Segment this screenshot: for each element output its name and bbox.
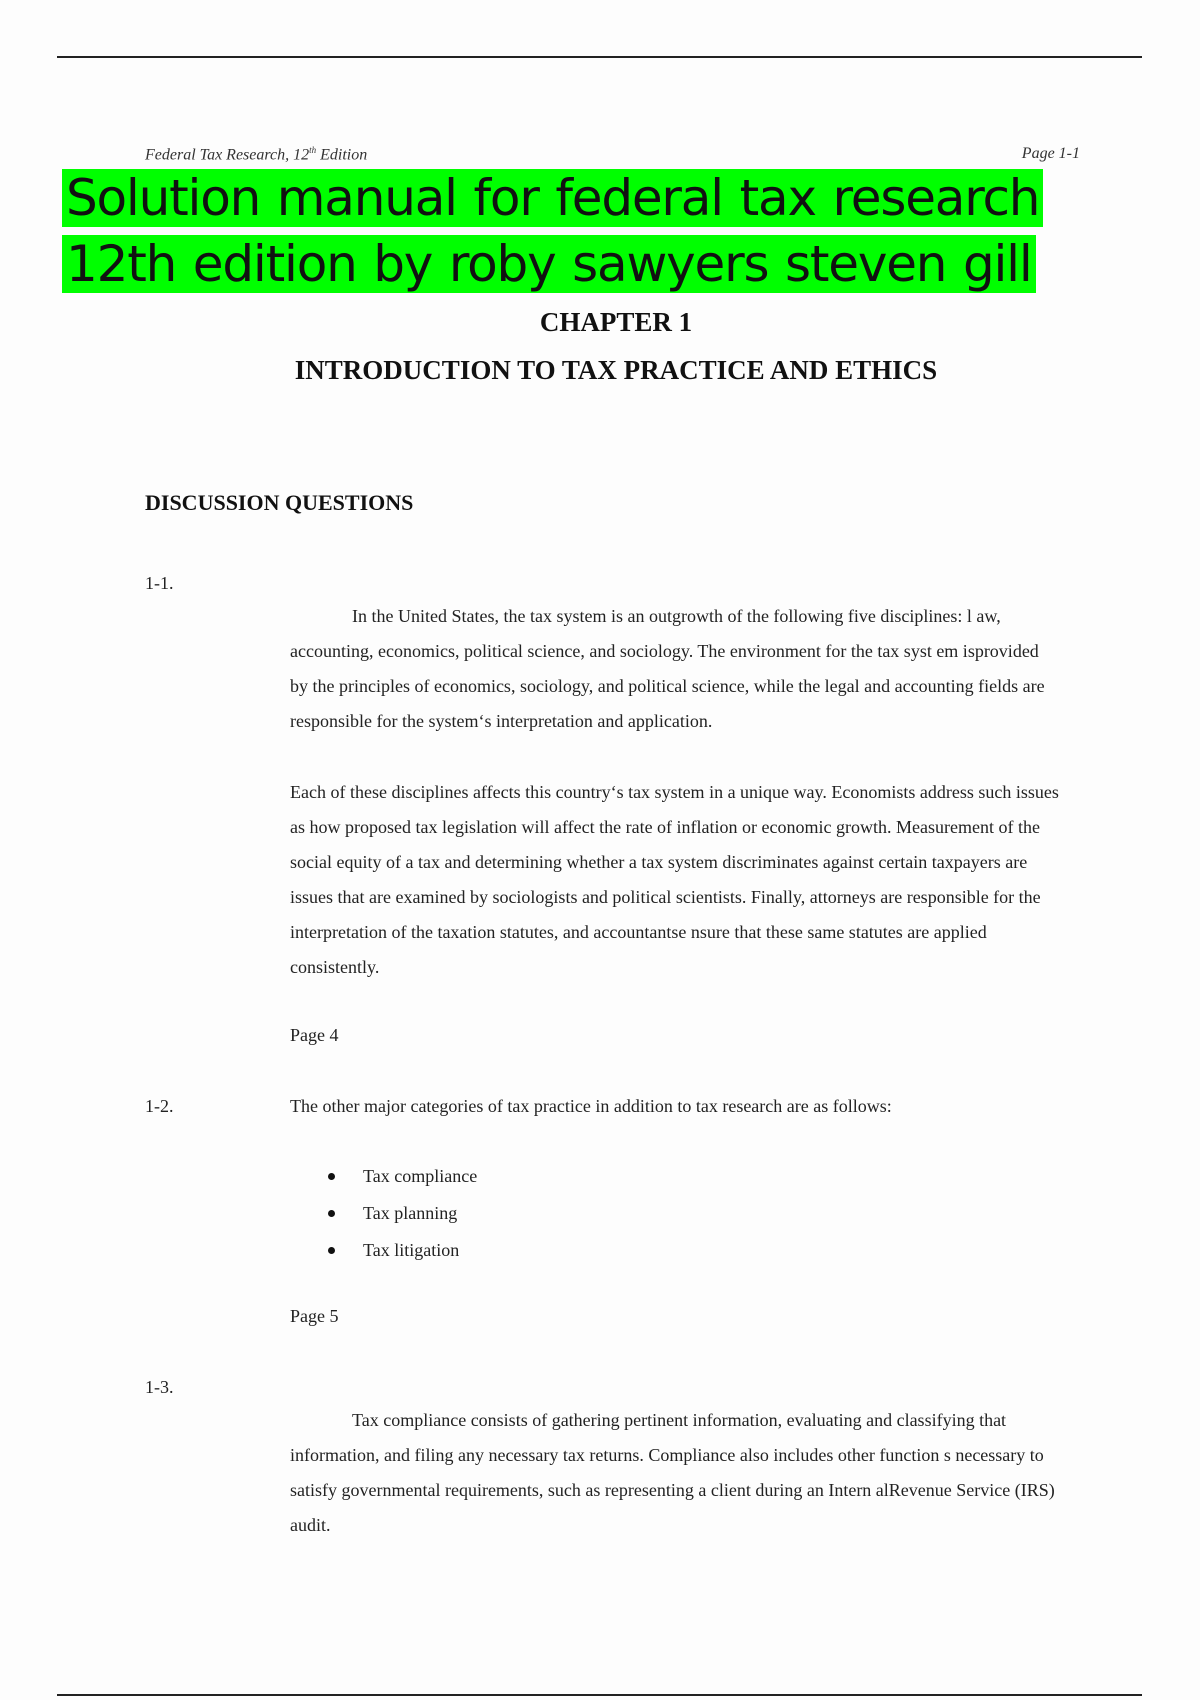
answer-paragraph: In the United States, the tax system is an outgrowth of the following five disciplines: l aw, accounting, economics, political science, and sociology. The environment for the tax syst em isprovided by the principles of economics, sociology, and political science, while the legal and accounting fields are responsible for the system‘s interpretation and application. — [290, 606, 1045, 731]
bullet-icon — [328, 1173, 335, 1180]
answer-paragraph: Each of these disciplines affects this country‘s tax system in a unique way. Economists address such issues as how proposed tax legislation will affect the rate of inflation or economic growth. Measurement of the social equity of a tax and determining whether a tax system discriminates against certain taxpayers are issues that are examined by sociologists and political scientists. Finally, attorneys are responsible for the interpretation of the taxation statutes, and accountantse nsure that these same statutes are applied consistently. — [290, 782, 1059, 977]
bullet-icon — [328, 1210, 335, 1217]
list-item — [325, 1158, 477, 1195]
section-heading: DISCUSSION QUESTIONS — [145, 490, 414, 515]
chapter-number: CHAPTER 1 — [539, 307, 693, 337]
book-edition-suffix: Edition — [316, 146, 368, 164]
bottom-rule — [57, 1694, 1142, 1696]
page-reference: Page 4 — [290, 1025, 339, 1045]
list-item — [325, 1195, 477, 1232]
question-number: 1-2. — [145, 1096, 174, 1116]
top-rule — [57, 56, 1142, 58]
answer-paragraph: Tax compliance consists of gathering pertinent information, evaluating and classifying that information, and filing any necessary tax returns. Compliance also includes other function s necessary to satisfy governmental requirements, such as representing a client during an Intern alRevenue Service (IRS) audit. — [290, 1410, 1055, 1535]
book-title: Federal Tax Research, 12 — [145, 146, 310, 164]
running-header-page: Page 1-1 — [1021, 145, 1080, 162]
bullet-list — [325, 1158, 477, 1269]
highlighted-title — [62, 165, 1142, 297]
answer-intro: The other major categories of tax practice in addition to tax research are as follows: — [290, 1096, 892, 1116]
book-edition-sup: th — [309, 145, 317, 155]
highlighted-title-text: Solution manual for federal tax research 12th edition by roby sawyers steven gill — [62, 169, 1043, 293]
list-item — [325, 1232, 477, 1269]
list-item-text: Tax planning — [363, 1203, 458, 1223]
question-number: 1-1. — [145, 573, 174, 593]
question-number: 1-3. — [145, 1377, 174, 1397]
page-reference: Page 5 — [290, 1306, 339, 1326]
list-item-text: Tax litigation — [363, 1240, 460, 1260]
running-header-book — [145, 145, 367, 164]
list-item-text: Tax compliance — [363, 1166, 478, 1186]
chapter-title: INTRODUCTION TO TAX PRACTICE AND ETHICS — [294, 355, 938, 385]
bullet-icon — [328, 1247, 335, 1254]
